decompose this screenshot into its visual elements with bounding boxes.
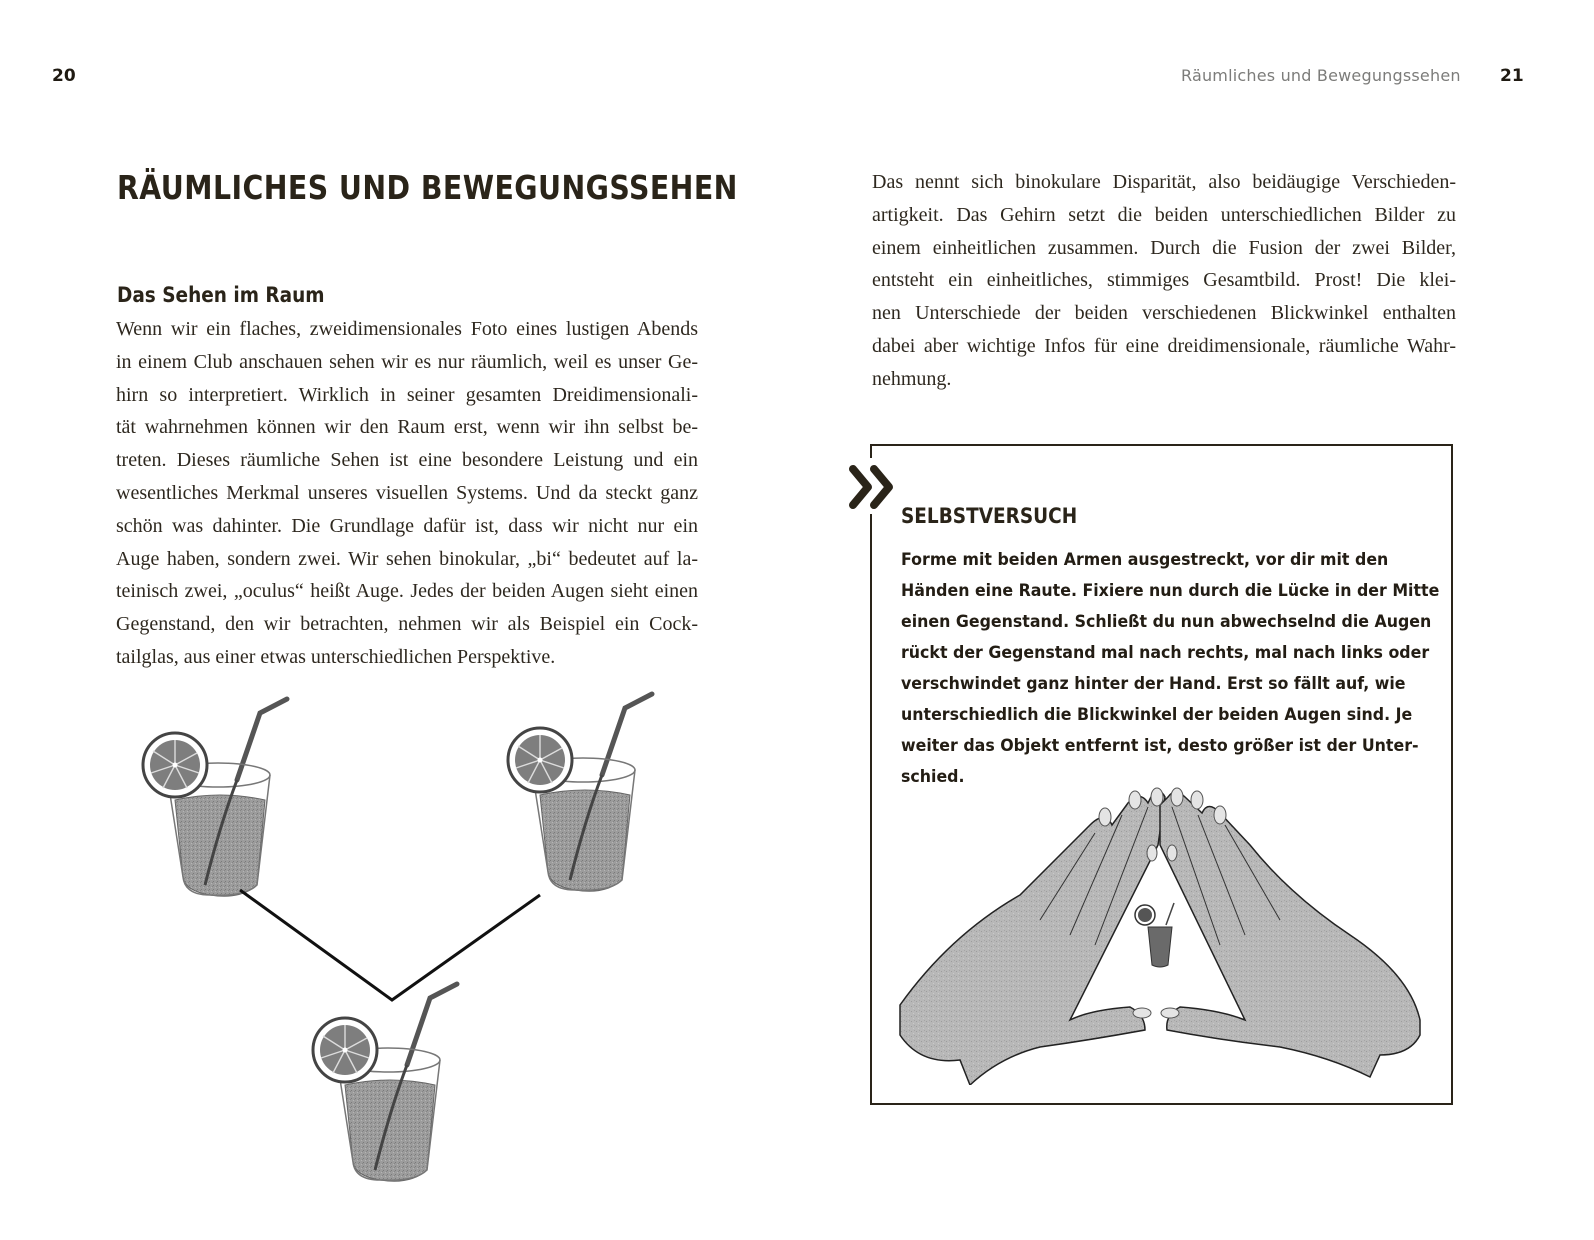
text-line: schön was dahinter. Die Grundlage dafür ist, dass wir nicht nur ein: [116, 514, 698, 537]
text-line: schied.: [901, 767, 965, 787]
text-line: tät wahrnehmen können wir den Raum erst, wenn wir ihn selbst be-: [116, 416, 698, 439]
right-body-paragraph: [872, 166, 1456, 396]
text-line: Gegenstand, den wir betrachten, nehmen wir als Beispiel ein Cock-: [116, 613, 698, 636]
glass-fused: [313, 984, 457, 1181]
text-line: Wenn wir ein flaches, zweidimensionales Foto eines lustigen Abends: [116, 318, 698, 340]
text-line: nehmung.: [872, 367, 952, 390]
text-line: treten. Dieses räumliche Sehen ist eine besondere Leistung und ein: [116, 449, 698, 472]
glass-right-eye: [508, 694, 652, 891]
text-line: hirn so interpretiert. Wirklich in seiner gesamten Dreidimensionali-: [116, 383, 698, 406]
text-line: dabei aber wichtige Infos für eine dreidimensionale, räumliche Wahr-: [872, 334, 1456, 357]
glass-left-eye: [143, 699, 287, 896]
text-line: Auge haben, sondern zwei. Wir sehen binokular, „bi“ bedeutet auf la-: [116, 547, 698, 570]
section-heading: Das Sehen im Raum: [117, 283, 325, 307]
text-line: rückt der Gegenstand mal nach rechts, mal nach links oder: [901, 643, 1430, 663]
text-line: Das nennt sich binokulare Disparität, also beidäugige Verschieden-: [872, 171, 1456, 193]
page-number-left: 20: [52, 66, 76, 86]
double-chevron-right-icon: [848, 464, 898, 510]
text-line: in einem Club anschauen sehen wir es nur räumlich, weil es unser Ge-: [116, 350, 698, 373]
text-line: tailglas, aus einer etwas unterschiedlichen Perspektive.: [116, 645, 556, 668]
page-number-right: 21: [1500, 66, 1524, 86]
chapter-title: RÄUMLICHES UND BEWEGUNGSSEHEN: [117, 168, 738, 207]
cocktail-glasses-illustration: [120, 690, 700, 1190]
callout-text: [901, 545, 1441, 793]
hands-triangle-illustration: [890, 785, 1430, 1085]
left-body-paragraph: [116, 313, 698, 674]
callout-title: SELBSTVERSUCH: [901, 504, 1078, 528]
text-line: entsteht ein einheitliches, stimmiges Gesamtbild. Prost! Die klei-: [872, 269, 1456, 292]
text-line: Händen eine Raute. Fixiere nun durch die Lücke in der Mitte: [901, 581, 1440, 601]
text-line: einen Gegenstand. Schließt du nun abwechselnd die Augen: [901, 612, 1432, 632]
text-line: wesentliches Merkmal unseres visuellen Systems. Und da steckt ganz: [116, 481, 698, 504]
text-line: Forme mit beiden Armen ausgestreckt, vor dir mit den: [901, 550, 1389, 570]
text-line: verschwindet ganz hinter der Hand. Erst so fällt auf, wie: [901, 674, 1406, 694]
text-line: einem einheitlichen zusammen. Durch die Fusion der zwei Bilder,: [872, 236, 1456, 259]
text-line: weiter das Objekt entfernt ist, desto größer ist der Unter-: [901, 736, 1419, 756]
text-line: artigkeit. Das Gehirn setzt die beiden unterschiedlichen Bilder zu: [872, 203, 1456, 226]
running-head: Räumliches und Bewegungssehen: [1181, 66, 1461, 85]
small-cocktail-glass: [1135, 903, 1174, 967]
text-line: teinisch zwei, „oculus“ heißt Auge. Jedes der beiden Augen sieht einen: [116, 580, 698, 603]
text-line: nen Unterschiede der beiden verschiedenen Blickwinkel enthalten: [872, 302, 1456, 325]
text-line: unterschiedlich die Blickwinkel der beiden Augen sind. Je: [901, 705, 1413, 725]
